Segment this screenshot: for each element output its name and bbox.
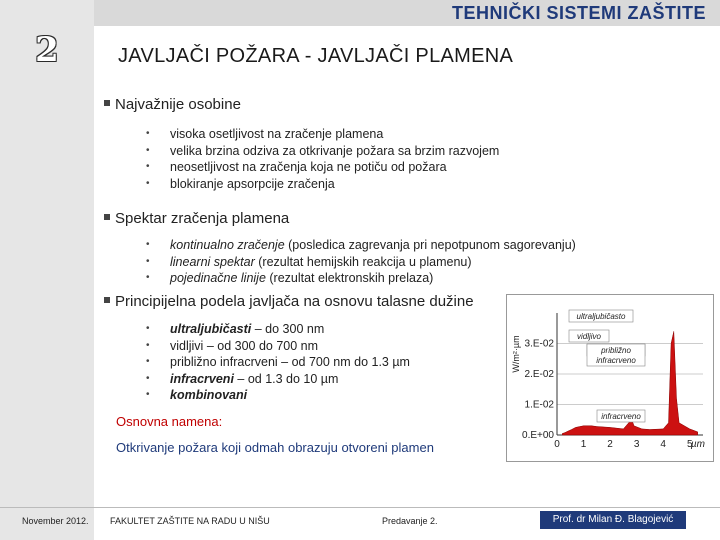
list-item-term: kontinualno zračenje	[170, 238, 285, 252]
list-item-text: – od 1.3 do 10 µm	[233, 371, 339, 386]
list-item-text: visoka osetljivost na zračenje plamena	[170, 127, 384, 141]
list-item	[146, 371, 410, 388]
x-tick-label: 0	[554, 439, 560, 450]
header-bar	[94, 0, 720, 26]
bullet-icon: •	[146, 239, 150, 250]
annotation-label: infracrveno	[596, 356, 636, 365]
bullet-icon: •	[146, 128, 150, 139]
footer-slide-label: Predavanje 2.	[382, 516, 438, 526]
bullet-icon: •	[146, 389, 150, 400]
y-tick-label: 3.E-02	[524, 338, 554, 350]
list-item-text: – do 300 nm	[251, 322, 325, 336]
annotation-label: ultraljubičasto	[576, 312, 626, 321]
bullet-icon: •	[146, 372, 150, 384]
list-item-text: (rezultat hemijskih reakcija u plamenu)	[254, 254, 472, 269]
x-tick-label: 4	[660, 439, 666, 450]
section-heading-1	[104, 96, 241, 113]
section-1-list	[146, 126, 499, 192]
x-tick-label: 3	[633, 439, 640, 450]
footer-faculty: FAKULTET ZAŠTITE NA RADU U NIŠU	[110, 516, 270, 526]
list-item	[146, 176, 499, 193]
bullet-icon: •	[146, 272, 150, 283]
list-item-term: ultraljubičasti	[170, 322, 252, 336]
y-tick-label: 2.E-02	[524, 369, 554, 380]
list-item-text: blokiranje apsorpcije zračenja	[170, 176, 335, 191]
square-bullet-icon	[104, 214, 110, 220]
list-item-text: (posledica zagrevanja pri nepotpunom sagorevanju)	[284, 238, 576, 252]
list-item	[146, 354, 410, 371]
section-3-list	[146, 321, 410, 404]
footer-author: Prof. dr Milan Đ. Blagojević	[540, 511, 686, 529]
x-tick-label: 2	[607, 439, 613, 450]
square-bullet-icon	[104, 297, 110, 303]
section-heading-label: Najvažnije osobine	[115, 96, 241, 113]
note-text: Otkrivanje požara koji odmah obrazuju otvoreni plamen	[116, 440, 434, 455]
left-band	[0, 0, 94, 540]
spectrum-chart-svg	[507, 295, 713, 461]
section-heading-label: Spektar zračenja plamena	[115, 210, 290, 227]
page-title: JAVLJAČI POŽARA - JAVLJAČI PLAMENA	[118, 45, 514, 67]
spectrum-chart	[506, 294, 714, 462]
list-item-term: pojedinačne linije	[170, 271, 266, 285]
list-item-term: kombinovani	[170, 388, 248, 402]
section-heading-2	[104, 210, 289, 227]
bullet-icon: •	[146, 177, 150, 189]
bullet-icon: •	[146, 323, 150, 334]
list-item-term: linearni spektar	[170, 254, 255, 269]
header-text: TEHNIČKI SISTEMI ZAŠTITE	[451, 3, 706, 23]
slide-number: 2	[35, 30, 59, 70]
y-axis-label: W/m²·µm	[511, 335, 521, 373]
list-item-text: – od 300 do 700 nm	[203, 338, 319, 353]
list-item	[146, 143, 499, 160]
list-item-text: (rezultat elektronskih prelaza)	[265, 271, 434, 285]
y-tick-label: 0.E+00	[522, 430, 554, 441]
list-item	[146, 237, 576, 254]
list-item	[146, 159, 499, 176]
bullet-icon: •	[146, 144, 150, 156]
y-tick-label: 1.E-02	[524, 399, 554, 411]
x-axis-label: µm	[690, 439, 705, 450]
note-heading: Osnovna namena:	[116, 414, 223, 429]
annotation-label: vidljivo	[576, 332, 602, 341]
section-heading-label: Principijelna podela javljača na osnovu talasne dužine	[115, 293, 474, 310]
annotation-label: približno	[601, 346, 631, 355]
x-tick-label: 5	[686, 439, 693, 450]
list-item-term: infracrveni	[170, 371, 234, 386]
list-item-text: neosetljivost na zračenja koja ne potiču od požara	[170, 160, 447, 174]
bullet-icon: •	[146, 161, 150, 172]
list-item	[146, 321, 410, 338]
bullet-icon: •	[146, 356, 150, 367]
bullet-icon: •	[146, 339, 150, 351]
square-bullet-icon	[104, 100, 110, 106]
list-item	[146, 270, 576, 287]
x-tick-label: 1	[580, 439, 587, 450]
section-heading-3	[104, 293, 474, 310]
list-item	[146, 254, 576, 271]
section-2-list	[146, 237, 576, 287]
list-item-term: vidljivi	[170, 338, 204, 353]
list-item	[146, 338, 410, 355]
list-item-text: velika brzina odziva za otkrivanje požara sa brzim razvojem	[170, 143, 500, 158]
list-item-term: približno infracrveni	[170, 355, 278, 369]
footer-divider	[0, 507, 720, 508]
annotation-label: infracrveno	[601, 412, 641, 421]
footer-date: November 2012.	[22, 516, 89, 526]
list-item-text: – od 700 nm do 1.3 µm	[277, 355, 410, 369]
bullet-icon: •	[146, 255, 150, 267]
list-item	[146, 387, 410, 404]
list-item	[146, 126, 499, 143]
